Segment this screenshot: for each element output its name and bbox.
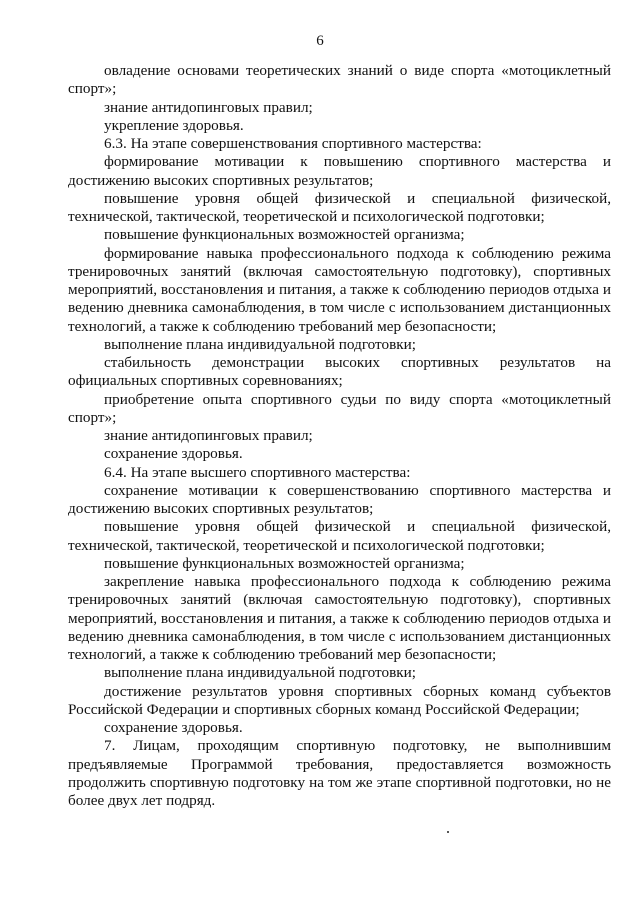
paragraph: знание антидопинговых правил; — [104, 427, 313, 444]
paragraph: овладение основами теоретических знаний о виде спорта «мотоциклетный спорт»; — [68, 62, 611, 98]
page-number: 6 — [316, 33, 324, 49]
document-body — [68, 62, 611, 810]
paragraph: знание антидопинговых правил; — [104, 98, 313, 116]
paragraph: сохранение здоровья. — [104, 719, 243, 736]
paragraph: формирование навыка профессионального подхода к соблюдению режима тренировочных занятий (включая самостоятельную подготовку), спортивных мероприятий, восстановления и питания, а также к соблюдению периодов отдыха и ведению дневника самонаблюдения, в том числе с использованием дистанционных технологий, а также к соблюдению требований мер безопасности; — [68, 244, 611, 335]
scan-dot-mark — [447, 831, 449, 833]
paragraph: приобретение опыта спортивного судьи по виду спорта «мотоциклетный спорт»; — [68, 390, 611, 426]
paragraph: закрепление навыка профессионального подхода к соблюдению режима тренировочных занятий (включая самостоятельную подготовку), спортивных мероприятий, восстановления и питания, а также к соблюдению периодов отдыха и ведению дневника самонаблюдения, в том числе с использованием дистанционных технологий, а также к соблюдению требований мер безопасности; — [68, 573, 611, 663]
paragraph: стабильность демонстрации высоких спортивных результатов на официальных спортивных соревнованиях; — [68, 354, 611, 390]
paragraph: формирование мотивации к повышению спортивного мастерства и достижению высоких спортивных результатов; — [68, 153, 611, 189]
section-heading-6-3: 6.3. На этапе совершенствования спортивного мастерства: — [104, 135, 482, 152]
paragraph: выполнение плана индивидуальной подготовки; — [104, 335, 416, 353]
paragraph: повышение уровня общей физической и специальной физической, технической, тактической, теоретической и психологической подготовки; — [68, 518, 611, 554]
section-7-paragraph: 7. Лицам, проходящим спортивную подготовку, не выполнившим предъявляемые Программой требования, предоставляется возможность продолжить спортивную подготовку на том же этапе спортивной подготовки, но не более двух лет подряд. — [68, 737, 611, 809]
paragraph: укрепление здоровья. — [104, 116, 244, 134]
paragraph: достижение результатов уровня спортивных сборных команд субъектов Российской Федерации и спортивных сборных команд Российской Федерации; — [68, 682, 611, 718]
paragraph: повышение уровня общей физической и специальной физической, технической, тактической, теоретической и психологической подготовки; — [68, 189, 611, 225]
section-heading-6-4: 6.4. На этапе высшего спортивного мастерства: — [104, 463, 411, 481]
paragraph: сохранение мотивации к совершенствованию спортивного мастерства и достижению высоких спортивных результатов; — [68, 481, 611, 517]
paragraph: повышение функциональных возможностей организма; — [104, 226, 465, 244]
paragraph: выполнение плана индивидуальной подготовки; — [104, 664, 416, 682]
paragraph: сохранение здоровья. — [104, 445, 243, 463]
paragraph: повышение функциональных возможностей организма; — [104, 554, 465, 572]
